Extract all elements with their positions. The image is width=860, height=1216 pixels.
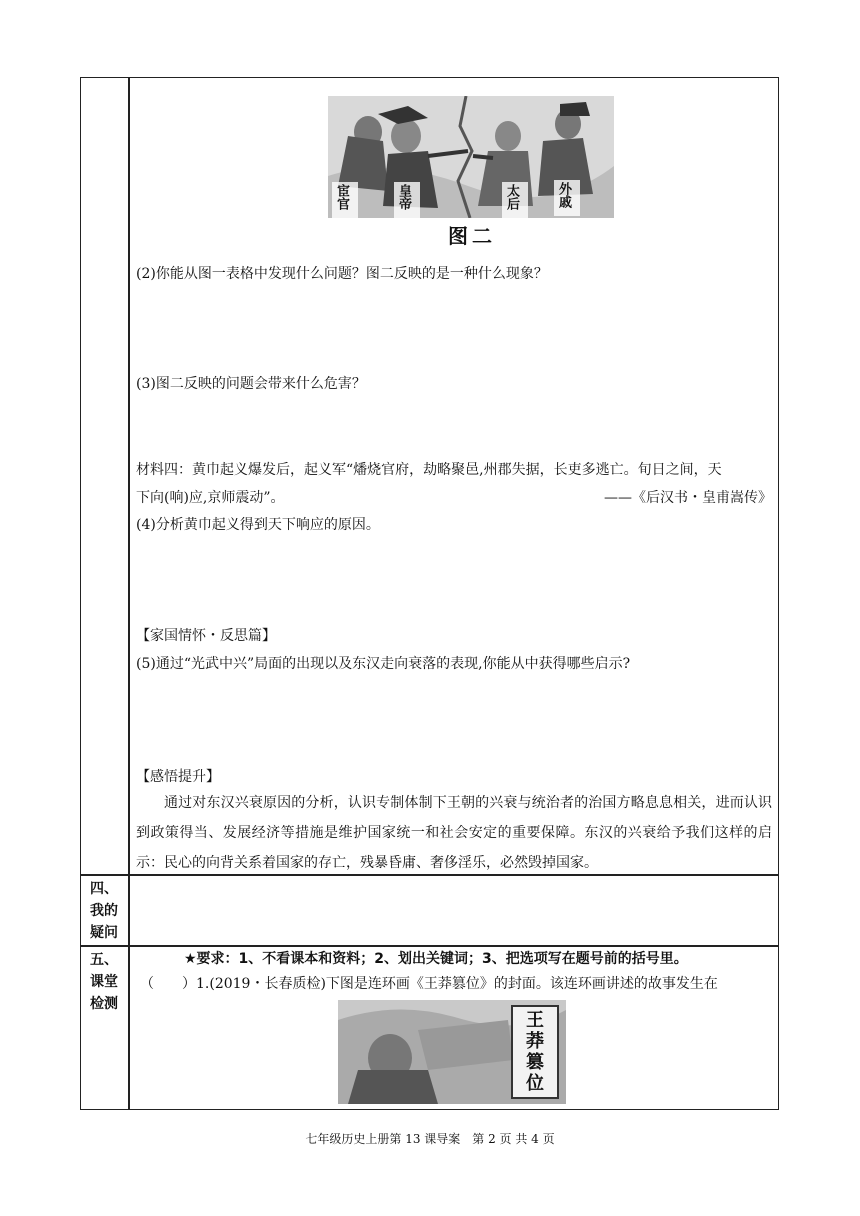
section-insight-heading: 【感悟提升】 bbox=[136, 769, 220, 785]
question-2: (2)你能从图一表格中发现什么问题？图二反映的是一种什么现象？ bbox=[136, 266, 548, 282]
figure2-label: 皇帝 bbox=[396, 184, 411, 210]
test-requirement: ★要求：1、不看课本和资料；2、划出关键词；3、把选项写在题号前的括号里。 bbox=[184, 951, 688, 967]
figure2-label: 外戚 bbox=[556, 182, 571, 208]
material-4-source: ——《后汉书・皇甫嵩传》 bbox=[604, 490, 772, 506]
question-5: (5)通过“光武中兴”局面的出现以及东汉走向衰落的表现,你能从中获得哪些启示? bbox=[136, 656, 631, 672]
row5-label: 五、 课堂 检测 bbox=[90, 952, 118, 1012]
row4-label: 四、 我的 疑问 bbox=[90, 881, 118, 941]
row-divider bbox=[80, 945, 779, 947]
section-family-heading: 【家国情怀・反思篇】 bbox=[136, 628, 276, 644]
question-3: (3)图二反映的问题会带来什么危害？ bbox=[136, 376, 366, 392]
insight-paragraph: 通过对东汉兴衰原因的分析，认识专制体制下王朝的兴衰与统治者的治国方略息息相关，进而认识到政策得当、发展经济等措施是维护国家统一和社会安定的重要保障。东汉的兴衰给予我们这样的启示：民心的向背关系着国家的存亡，残暴昏庸、奢侈淫乐，必然毁掉国家。 bbox=[136, 795, 772, 871]
figure2-label: 宦官 bbox=[334, 184, 349, 210]
test-question-1: （ ）1.(2019・长春质检)下图是连环画《王莽篡位》的封面。该连环画讲述的故事发生在 bbox=[140, 976, 718, 992]
column-divider bbox=[128, 77, 130, 1110]
figure2-label: 太后 bbox=[504, 184, 519, 210]
figure2-caption: 图二 bbox=[448, 224, 496, 248]
figure2-illustration bbox=[328, 96, 614, 218]
page-footer: 七年级历史上册第 13 课导案 第 2 页 共 4 页 bbox=[305, 1132, 555, 1146]
material-4-line2: 下向(响)应,京师震动”。 bbox=[136, 490, 285, 506]
question-4: (4)分析黄巾起义得到天下响应的原因。 bbox=[136, 517, 380, 533]
material-4-line1: 材料四：黄巾起义爆发后，起义军“燔烧官府，劫略聚邑,州郡失据，长吏多逃亡。旬日之间，天 bbox=[136, 462, 722, 478]
comic-cover-title: 王 莽 篡 位 bbox=[526, 1010, 544, 1094]
